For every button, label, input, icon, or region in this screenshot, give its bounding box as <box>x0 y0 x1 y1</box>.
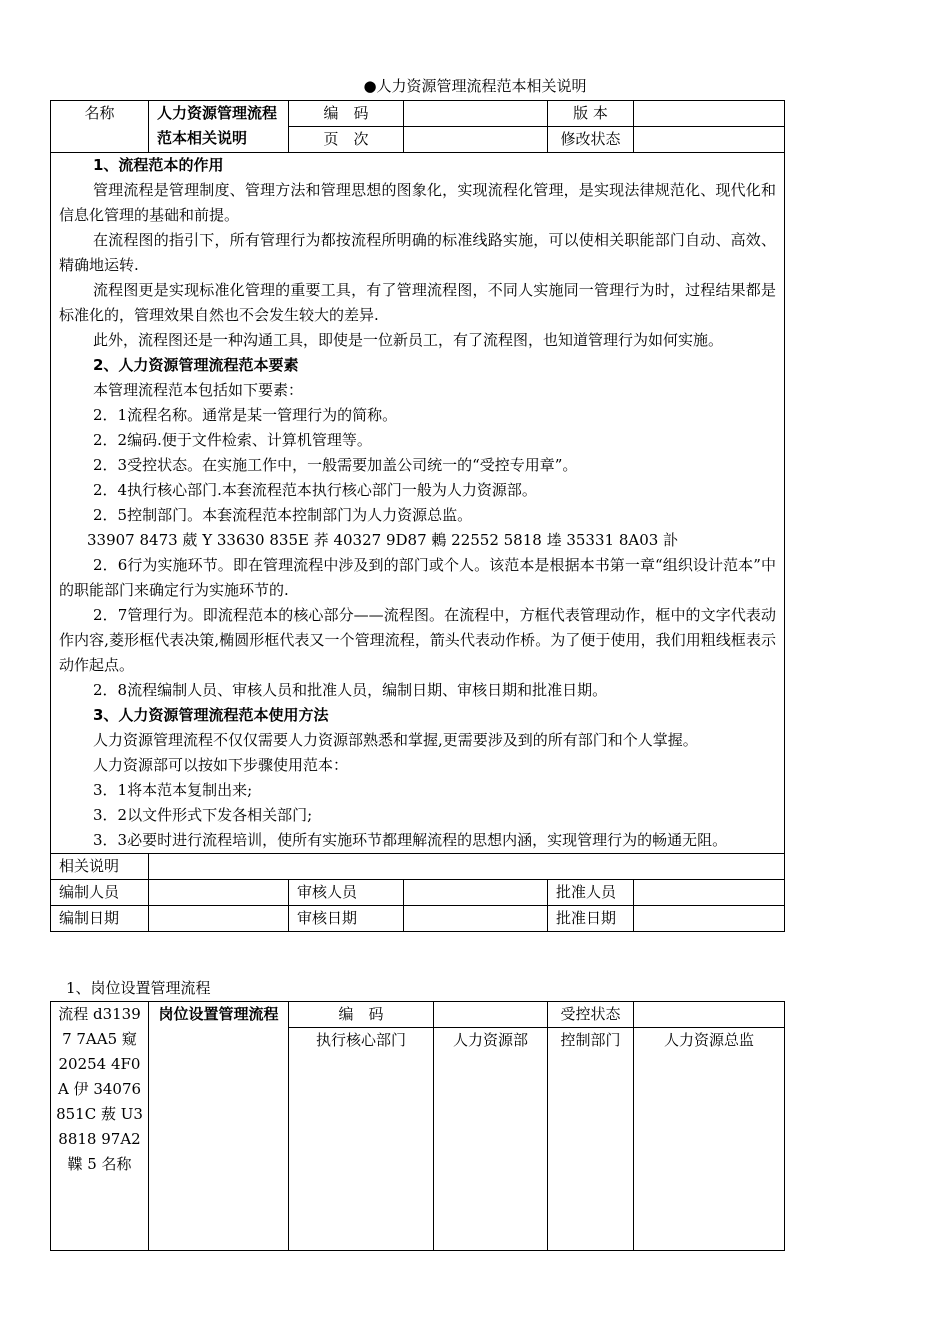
page-value <box>404 127 548 153</box>
paragraph: 2．7管理行为。即流程范本的核心部分——流程图。在流程中，方框代表管理动作，框中的文字代表动作内容,菱形框代表决策,椭圆形框代表又一个管理流程，箭头代表动作桥。为了便于使用，我们用粗线框表示动作起点。 <box>59 606 776 674</box>
code-label: 编 码 <box>289 101 404 127</box>
position-setup-table <box>50 1001 785 1251</box>
revision-value <box>634 127 785 153</box>
body-text-cell <box>51 153 785 854</box>
page-label: 页 次 <box>289 127 404 153</box>
paragraph: 3．3必要时进行流程培训，使所有实施环节都理解流程的思想内涵，实现管理行为的畅通无阻。 <box>93 831 728 849</box>
paragraph: 3．1将本范本复制出来; <box>93 781 253 799</box>
section-label: 1、岗位设置管理流程 <box>66 979 211 997</box>
process-name-label <box>51 1002 149 1251</box>
process-name-value: 岗位设置管理流程 <box>149 1002 289 1251</box>
related-row <box>51 854 785 880</box>
paragraph: 2．2编码.便于文件检索、计算机管理等。 <box>93 431 372 449</box>
version-label: 版 本 <box>548 101 634 127</box>
paragraph: 33907 8473 葳 Y 33630 835E 荞 40327 9D87 鶇 22552 5818 堘 35331 8A03 訃 <box>87 531 679 549</box>
revision-label: 修改状态 <box>548 127 634 153</box>
paragraph: 在流程图的指引下，所有管理行为都按流程所明确的标准线路实施，可以使相关职能部门自动、高效、精确地运转. <box>59 231 776 274</box>
exec-dept-label: 执行核心部门 <box>289 1028 434 1251</box>
paragraph: 此外，流程图还是一种沟通工具，即使是一位新员工，有了流程图，也知道管理行为如何实施。 <box>93 331 724 349</box>
paragraph: 本管理流程范本包括如下要素： <box>93 381 304 399</box>
approve-date-value <box>634 906 785 932</box>
t2-code-label: 编 码 <box>289 1002 434 1028</box>
body-row <box>51 153 785 854</box>
controlled-status-label: 受控状态 <box>548 1002 634 1028</box>
paragraph: 管理流程是管理制度、管理方法和管理思想的图象化，实现流程化管理，是实现法律规范化、现代化和信息化管理的基础和前提。 <box>59 181 776 224</box>
name-label: 名称 <box>51 101 149 153</box>
header-row-1 <box>51 101 785 127</box>
paragraph: 2．4执行核心部门.本套流程范本执行核心部门一般为人力资源部。 <box>93 481 537 499</box>
author-date-value <box>149 906 289 932</box>
t2-code-value <box>434 1002 548 1028</box>
paragraph: 2．1流程名称。通常是某一管理行为的简称。 <box>93 406 398 424</box>
approver-label: 批准人员 <box>548 880 634 906</box>
paragraph: 2．6行为实施环节。即在管理流程中涉及到的部门或个人。该范本是根据本书第一章“组织设计范本”中的职能部门来确定行为实施环节的. <box>59 556 776 599</box>
author-label: 编制人员 <box>51 880 149 906</box>
t2-row-1 <box>51 1002 785 1028</box>
section-heading: 1、流程范本的作用 <box>93 156 224 174</box>
author-value <box>149 880 289 906</box>
reviewer-value <box>404 880 548 906</box>
paragraph: 2．8流程编制人员、审核人员和批准人员，编制日期、审核日期和批准日期。 <box>93 681 608 699</box>
paragraph: 3．2以文件形式下发各相关部门; <box>93 806 313 824</box>
control-dept-value: 人力资源总监 <box>634 1028 785 1251</box>
controlled-status-value <box>634 1002 785 1028</box>
review-date-label: 审核日期 <box>289 906 404 932</box>
process-name-text: 流程 d31397 7AA5 窥 20254 4F0A 伊 34076 851C 蔜 U38818 97A2 鞢 5 名称 <box>56 1005 143 1173</box>
section-heading: 3、人力资源管理流程范本使用方法 <box>93 706 329 724</box>
paragraph: 人力资源部可以按如下步骤使用范本： <box>93 756 349 774</box>
paragraph: 2．3受控状态。在实施工作中，一般需要加盖公司统一的“受控专用章”。 <box>93 456 578 474</box>
review-date-value <box>404 906 548 932</box>
exec-dept-value: 人力资源部 <box>434 1028 548 1251</box>
paragraph: 2．5控制部门。本套流程范本控制部门为人力资源总监。 <box>93 506 473 524</box>
name-value: 人力资源管理流程范本相关说明 <box>149 101 289 153</box>
author-date-label: 编制日期 <box>51 906 149 932</box>
process-description-table <box>50 100 785 932</box>
version-value <box>634 101 785 127</box>
related-value <box>149 854 785 880</box>
control-dept-label: 控制部门 <box>548 1028 634 1251</box>
code-value <box>404 101 548 127</box>
paragraph: 人力资源管理流程不仅仅需要人力资源部熟悉和掌握,更需要涉及到的所有部门和个人掌握。 <box>93 731 698 749</box>
author-row <box>51 880 785 906</box>
related-label: 相关说明 <box>51 854 149 880</box>
paragraph: 流程图更是实现标准化管理的重要工具，有了管理流程图，不同人实施同一管理行为时，过程结果都是标准化的，管理效果自然也不会发生较大的差异. <box>59 281 776 324</box>
section-heading: 2、人力资源管理流程范本要素 <box>93 356 299 374</box>
reviewer-label: 审核人员 <box>289 880 404 906</box>
document-title: ●人力资源管理流程范本相关说明 <box>363 77 587 95</box>
date-row <box>51 906 785 932</box>
approve-date-label: 批准日期 <box>548 906 634 932</box>
approver-value <box>634 880 785 906</box>
